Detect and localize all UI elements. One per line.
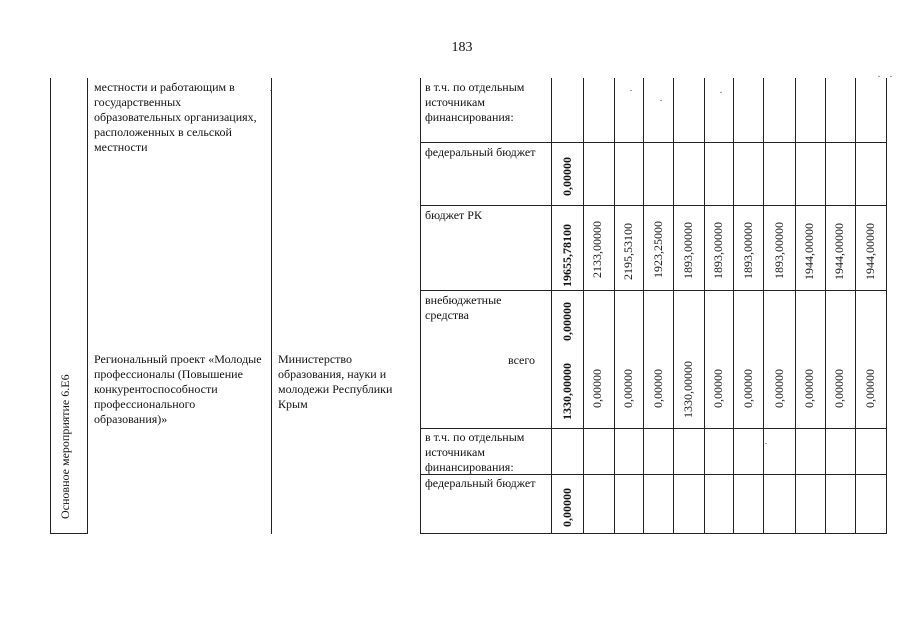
value-cell: 1944,00000 (863, 223, 877, 280)
value-cell: 0,00000 (802, 369, 816, 408)
value-cell: 0,00000 (711, 369, 725, 408)
value-column-divider (583, 78, 584, 534)
upper-block-text: местности и работающим в государственных образовательных организациях, расположенных в сельской местности (94, 80, 257, 154)
sources-label: в т.ч. по отдельным источникам финансирования: (425, 80, 525, 124)
value-column-divider (643, 78, 644, 534)
row-divider (420, 290, 886, 291)
page-number: 183 (451, 40, 473, 55)
value-cell: 1893,00000 (711, 222, 725, 279)
table-column-divider (420, 78, 421, 534)
row-divider (420, 428, 886, 429)
value-cell: 1944,00000 (832, 223, 846, 280)
value-cell: 0,00000 (560, 157, 574, 196)
value-column-divider (855, 78, 856, 534)
value-cell: 1893,00000 (681, 222, 695, 279)
value-column-divider (614, 78, 615, 534)
responsible-executor-text: Министерство образования, науки и молодежи Республики Крым (278, 352, 393, 411)
federal-budget-label: федеральный бюджет (425, 476, 536, 490)
federal-budget-label: федеральный бюджет (425, 145, 536, 159)
value-cell: 0,00000 (863, 369, 877, 408)
value-cell: 1330,00000 (681, 361, 695, 418)
value-column-divider (704, 78, 705, 534)
value-cell: 0,00000 (621, 369, 635, 408)
table-column-divider (87, 78, 88, 534)
table-column-divider (551, 78, 552, 534)
off-budget-label: внебюджетные средства (425, 293, 502, 322)
value-cell: 0,00000 (560, 302, 574, 341)
value-cell: 1893,00000 (741, 222, 755, 279)
value-column-divider (825, 78, 826, 534)
scan-speck (765, 443, 767, 444)
table-border-right (886, 78, 887, 534)
value-cell: 19655,78100 (560, 224, 574, 287)
total-label: всего (507, 353, 535, 367)
scan-speck (720, 92, 722, 93)
table-column-divider (271, 78, 272, 534)
row-divider (420, 205, 886, 206)
value-column-divider (795, 78, 796, 534)
value-cell: 0,00000 (560, 488, 574, 527)
sources-label: в т.ч. по отдельным источникам финансирования: (425, 430, 525, 474)
value-column-divider (763, 78, 764, 534)
value-cell: 2195,53100 (621, 223, 635, 280)
row-divider (420, 142, 886, 143)
value-cell: 1893,00000 (772, 222, 786, 279)
scan-speck (878, 76, 880, 77)
scan-speck (890, 76, 892, 77)
value-cell: 0,00000 (651, 369, 665, 408)
value-cell: 0,00000 (741, 369, 755, 408)
scan-speck (630, 90, 632, 91)
table-border-left (50, 78, 51, 534)
value-cell: 1944,00000 (802, 223, 816, 280)
row-divider (420, 533, 886, 534)
value-column-divider (733, 78, 734, 534)
main-event-side-label: Основное мероприятие 6.Е6 (58, 374, 72, 519)
value-cell: 0,00000 (772, 369, 786, 408)
value-cell: 1330,00000 (560, 363, 574, 420)
value-cell: 2133,00000 (590, 221, 604, 278)
scan-speck (660, 100, 662, 101)
row-divider (50, 533, 87, 534)
value-cell: 0,00000 (590, 369, 604, 408)
value-column-divider (673, 78, 674, 534)
regional-project-text: Региональный проект «Молодые профессионалы (Повышение конкурентоспособности профессионального образования)» (94, 352, 262, 426)
rk-budget-label: бюджет РК (425, 208, 482, 222)
value-cell: 1923,25000 (651, 221, 665, 278)
value-cell: 0,00000 (832, 369, 846, 408)
